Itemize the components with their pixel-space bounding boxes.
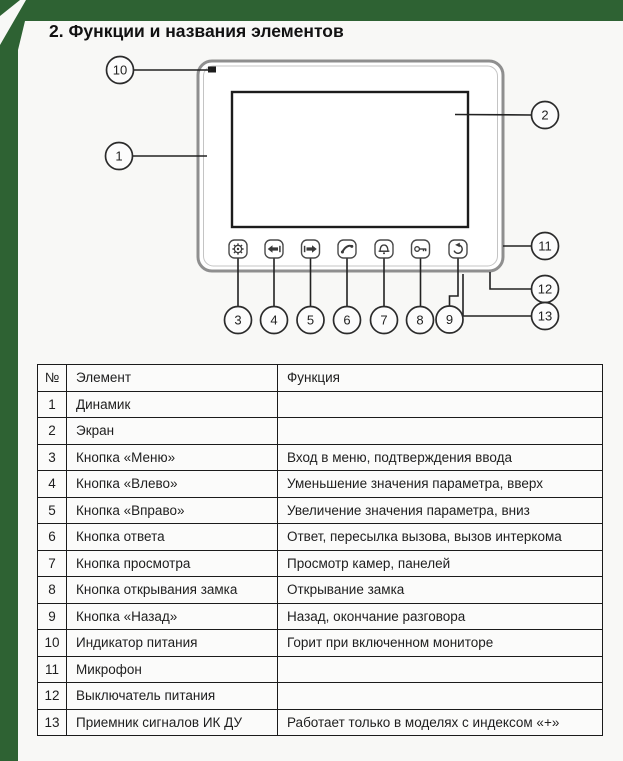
callout-4 xyxy=(261,307,288,334)
table-row: 2 Экран xyxy=(38,418,603,445)
callout-10 xyxy=(107,57,134,84)
table-row: 5 Кнопка «Вправо» Увеличение значения параметра, вниз xyxy=(38,497,603,524)
callout-2 xyxy=(532,102,559,129)
monitor-diagram xyxy=(0,0,623,360)
svg-text:8: 8 xyxy=(416,312,424,328)
svg-text:4: 4 xyxy=(270,312,278,328)
table-row: 7 Кнопка просмотра Просмотр камер, панелей xyxy=(38,550,603,577)
svg-text:2: 2 xyxy=(541,107,549,123)
table-row: 12 Выключатель питания xyxy=(38,683,603,710)
table-row: 11 Микрофон xyxy=(38,656,603,683)
table-row: 3 Кнопка «Меню» Вход в меню, подтверждения ввода xyxy=(38,444,603,471)
elements-table xyxy=(37,364,603,736)
callout-1 xyxy=(106,143,133,170)
answer-button xyxy=(338,240,356,258)
table-row: 6 Кнопка ответа Ответ, пересылка вызова, вызов интеркома xyxy=(38,524,603,551)
svg-text:13: 13 xyxy=(537,308,553,324)
svg-text:6: 6 xyxy=(343,312,351,328)
svg-text:11: 11 xyxy=(538,238,552,254)
col-header-element: Элемент xyxy=(67,365,278,392)
svg-text:3: 3 xyxy=(234,312,242,328)
page-title: 2. Функции и названия элементов xyxy=(49,21,344,41)
table-row: 13 Приемник сигналов ИК ДУ Работает только в моделях с индексом «+» xyxy=(38,709,603,736)
callout-7 xyxy=(371,307,398,334)
gear-icon xyxy=(232,243,243,254)
col-header-number: № xyxy=(38,365,67,392)
table-header-row xyxy=(38,365,603,392)
table-row: 10 Индикатор питания Горит при включенном мониторе xyxy=(38,630,603,657)
svg-text:9: 9 xyxy=(445,312,454,327)
callout-6 xyxy=(334,307,361,334)
svg-text:7: 7 xyxy=(380,312,388,328)
svg-text:12: 12 xyxy=(537,281,553,297)
table-row: 8 Кнопка открывания замка Открывание замка xyxy=(38,577,603,604)
svg-text:1: 1 xyxy=(115,148,123,164)
col-header-function: Функция xyxy=(278,365,603,392)
callout-12 xyxy=(532,276,559,303)
table-row: 4 Кнопка «Влево» Уменьшение значения параметра, вверх xyxy=(38,471,603,498)
callout-8 xyxy=(407,307,434,334)
svg-text:5: 5 xyxy=(306,312,315,328)
callout-5 xyxy=(297,307,324,334)
back-button xyxy=(449,240,467,258)
callout-9 xyxy=(436,306,463,333)
view-button xyxy=(375,240,393,258)
svg-text:10: 10 xyxy=(112,62,128,78)
callout-3 xyxy=(225,307,252,334)
monitor-screen xyxy=(232,92,468,227)
table-row: 9 Кнопка «Назад» Назад, окончание разговора xyxy=(38,603,603,630)
callout-11 xyxy=(532,233,559,260)
table-row: 1 Динамик xyxy=(38,391,603,418)
callout-13 xyxy=(532,303,559,330)
